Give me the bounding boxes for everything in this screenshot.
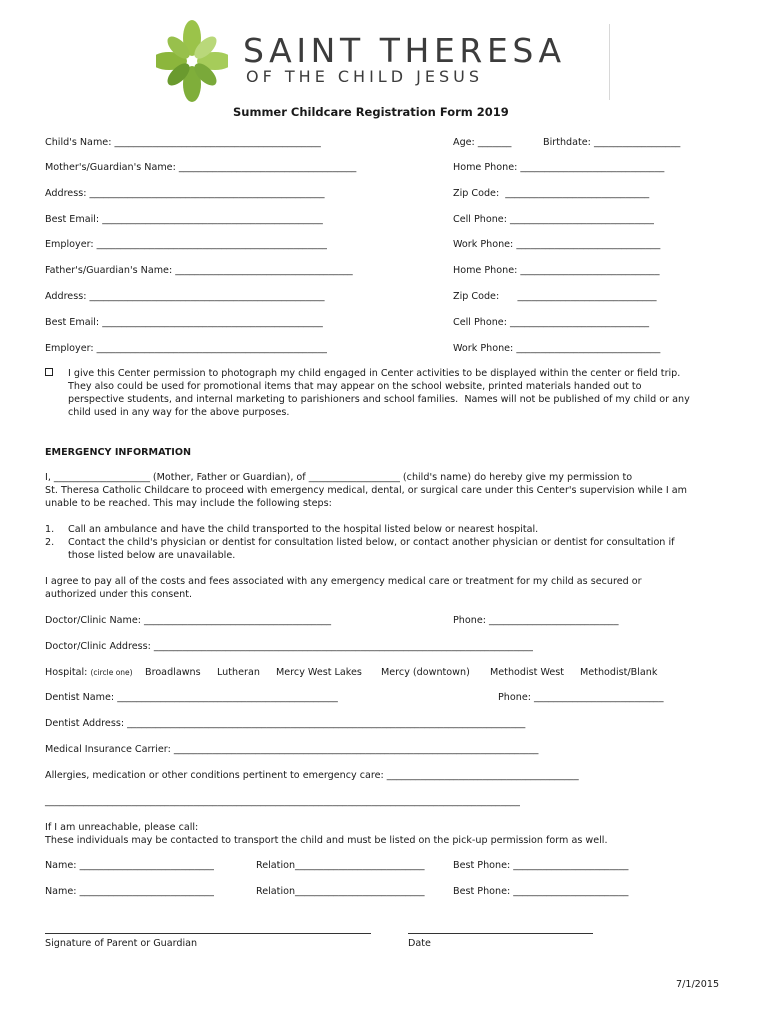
step2-text: Contact the child's physician or dentist for consultation listed below, or contact another physician or dentist for consultation if [68, 537, 675, 548]
hospital-option-mercy-downtown[interactable]: Mercy (downtown) [381, 667, 470, 678]
photo-permission-line1: I give this Center permission to photograph my child engaged in Center activities to be displayed within the center or field trip. [68, 368, 681, 379]
dentist-address-field[interactable]: Dentist Address: ___________________________________________________________________________________ [45, 718, 526, 729]
mother-cell-phone-field[interactable]: Cell Phone: ______________________________ [453, 214, 654, 225]
logo-line1: SAINT THERESA [243, 31, 566, 70]
emergency-intro-line3: unable to be reached. This may include the following steps: [45, 498, 332, 509]
agree-line1: I agree to pay all of the costs and fees associated with any emergency medical care or treatment for my child as secured or [45, 576, 642, 587]
birthdate-field[interactable]: Birthdate: __________________ [543, 137, 681, 148]
allergies-field-cont[interactable]: ___________________________________________________________________________________________________ [45, 796, 520, 807]
contact1-phone-field[interactable]: Best Phone: ________________________ [453, 860, 629, 871]
circle-one-note: (circle one) [90, 668, 133, 677]
contact2-name-field[interactable]: Name: ____________________________ [45, 886, 214, 897]
father-home-phone-field[interactable]: Home Phone: _____________________________ [453, 265, 660, 276]
mother-employer-field[interactable]: Employer: ________________________________________________ [45, 239, 327, 250]
photo-permission-line3: perspective students, and internal marketing to parishioners and school families. Names will not be published of my child or any [68, 394, 690, 405]
hospital-option-methodist-west[interactable]: Methodist West [490, 667, 565, 678]
father-address-field[interactable]: Address: _________________________________________________ [45, 291, 325, 302]
hospital-label-text: Hospital: [45, 667, 91, 678]
father-work-phone-field[interactable]: Work Phone: ______________________________ [453, 343, 661, 354]
hospital-option-mercy-west-lakes[interactable]: Mercy West Lakes [276, 667, 362, 678]
unreachable-line2: These individuals may be contacted to transport the child and must be listed on the pick-up permission form as well. [45, 835, 608, 846]
doctor-address-field[interactable]: Doctor/Clinic Address: _______________________________________________________________________________ [45, 641, 533, 652]
mother-name-field[interactable]: Mother's/Guardian's Name: _____________________________________ [45, 162, 357, 173]
father-zip-field[interactable]: Zip Code: _____________________________ [453, 291, 657, 302]
father-employer-field[interactable]: Employer: ________________________________________________ [45, 343, 327, 354]
contact2-relation-field[interactable]: Relation___________________________ [256, 886, 425, 897]
emergency-intro-line2: St. Theresa Catholic Childcare to proceed with emergency medical, dental, or surgical care under this Center's supervision while I am [45, 485, 687, 496]
signature-label: Signature of Parent or Guardian [45, 938, 198, 949]
insurance-carrier-field[interactable]: Medical Insurance Carrier: ____________________________________________________________________________ [45, 744, 539, 755]
footer-date: 7/1/2015 [676, 979, 720, 990]
date-label: Date [408, 938, 431, 949]
hospital-option-broadlawns[interactable]: Broadlawns [145, 667, 201, 678]
photo-permission-line2: They also could be used for promotional items that may appear on the school website, printed materials handed out to [68, 381, 642, 392]
hospital-label [45, 667, 133, 679]
hospital-option-methodist-blank[interactable]: Methodist/Blank [580, 667, 658, 678]
step2-text-cont: those listed below are unavailable. [68, 550, 236, 561]
step1-text: Call an ambulance and have the child transported to the hospital listed below or nearest hospital. [68, 524, 539, 535]
dentist-phone-field[interactable]: Phone: ___________________________ [498, 692, 664, 703]
father-name-field[interactable]: Father's/Guardian's Name: _____________________________________ [45, 265, 353, 276]
step2-number: 2. [45, 537, 55, 548]
contact2-phone-field[interactable]: Best Phone: ________________________ [453, 886, 629, 897]
hospital-option-lutheran[interactable]: Lutheran [217, 667, 260, 678]
logo-line2: OF THE CHILD JESUS [246, 67, 483, 86]
contact1-relation-field[interactable]: Relation___________________________ [256, 860, 425, 871]
logo-divider [609, 24, 610, 100]
doctor-name-field[interactable]: Doctor/Clinic Name: _______________________________________ [45, 615, 332, 626]
mother-address-field[interactable]: Address: _________________________________________________ [45, 188, 325, 199]
unreachable-line1: If I am unreachable, please call: [45, 822, 199, 833]
step1-number: 1. [45, 524, 55, 535]
father-cell-phone-field[interactable]: Cell Phone: _____________________________ [453, 317, 650, 328]
allergies-field[interactable]: Allergies, medication or other conditions pertinent to emergency care: ________________________________________ [45, 770, 579, 781]
age-field[interactable]: Age: _______ [453, 137, 512, 148]
form-title: Summer Childcare Registration Form 2019 [233, 105, 509, 119]
contact1-name-field[interactable]: Name: ____________________________ [45, 860, 214, 871]
father-email-field[interactable]: Best Email: ______________________________________________ [45, 317, 323, 328]
date-line[interactable] [408, 933, 593, 934]
photo-permission-line4: child used in any way for the above purposes. [68, 407, 290, 418]
mother-home-phone-field[interactable]: Home Phone: ______________________________ [453, 162, 665, 173]
emergency-heading: EMERGENCY INFORMATION [45, 447, 192, 458]
mother-zip-field[interactable]: Zip Code: ______________________________ [453, 188, 650, 199]
child-name-field[interactable]: Child's Name: ___________________________________________ [45, 137, 321, 148]
emergency-intro-line1: I, ____________________ (Mother, Father or Guardian), of ___________________ (child's name) do hereby give my permission to [45, 472, 633, 483]
doctor-phone-field[interactable]: Phone: ___________________________ [453, 615, 619, 626]
mother-email-field[interactable]: Best Email: ______________________________________________ [45, 214, 323, 225]
logo-leaf-icon [156, 20, 228, 102]
mother-work-phone-field[interactable]: Work Phone: ______________________________ [453, 239, 661, 250]
agree-line2: authorized under this consent. [45, 589, 193, 600]
dentist-name-field[interactable]: Dentist Name: ______________________________________________ [45, 692, 338, 703]
signature-line[interactable] [45, 933, 371, 934]
photo-permission-checkbox[interactable] [45, 368, 53, 376]
